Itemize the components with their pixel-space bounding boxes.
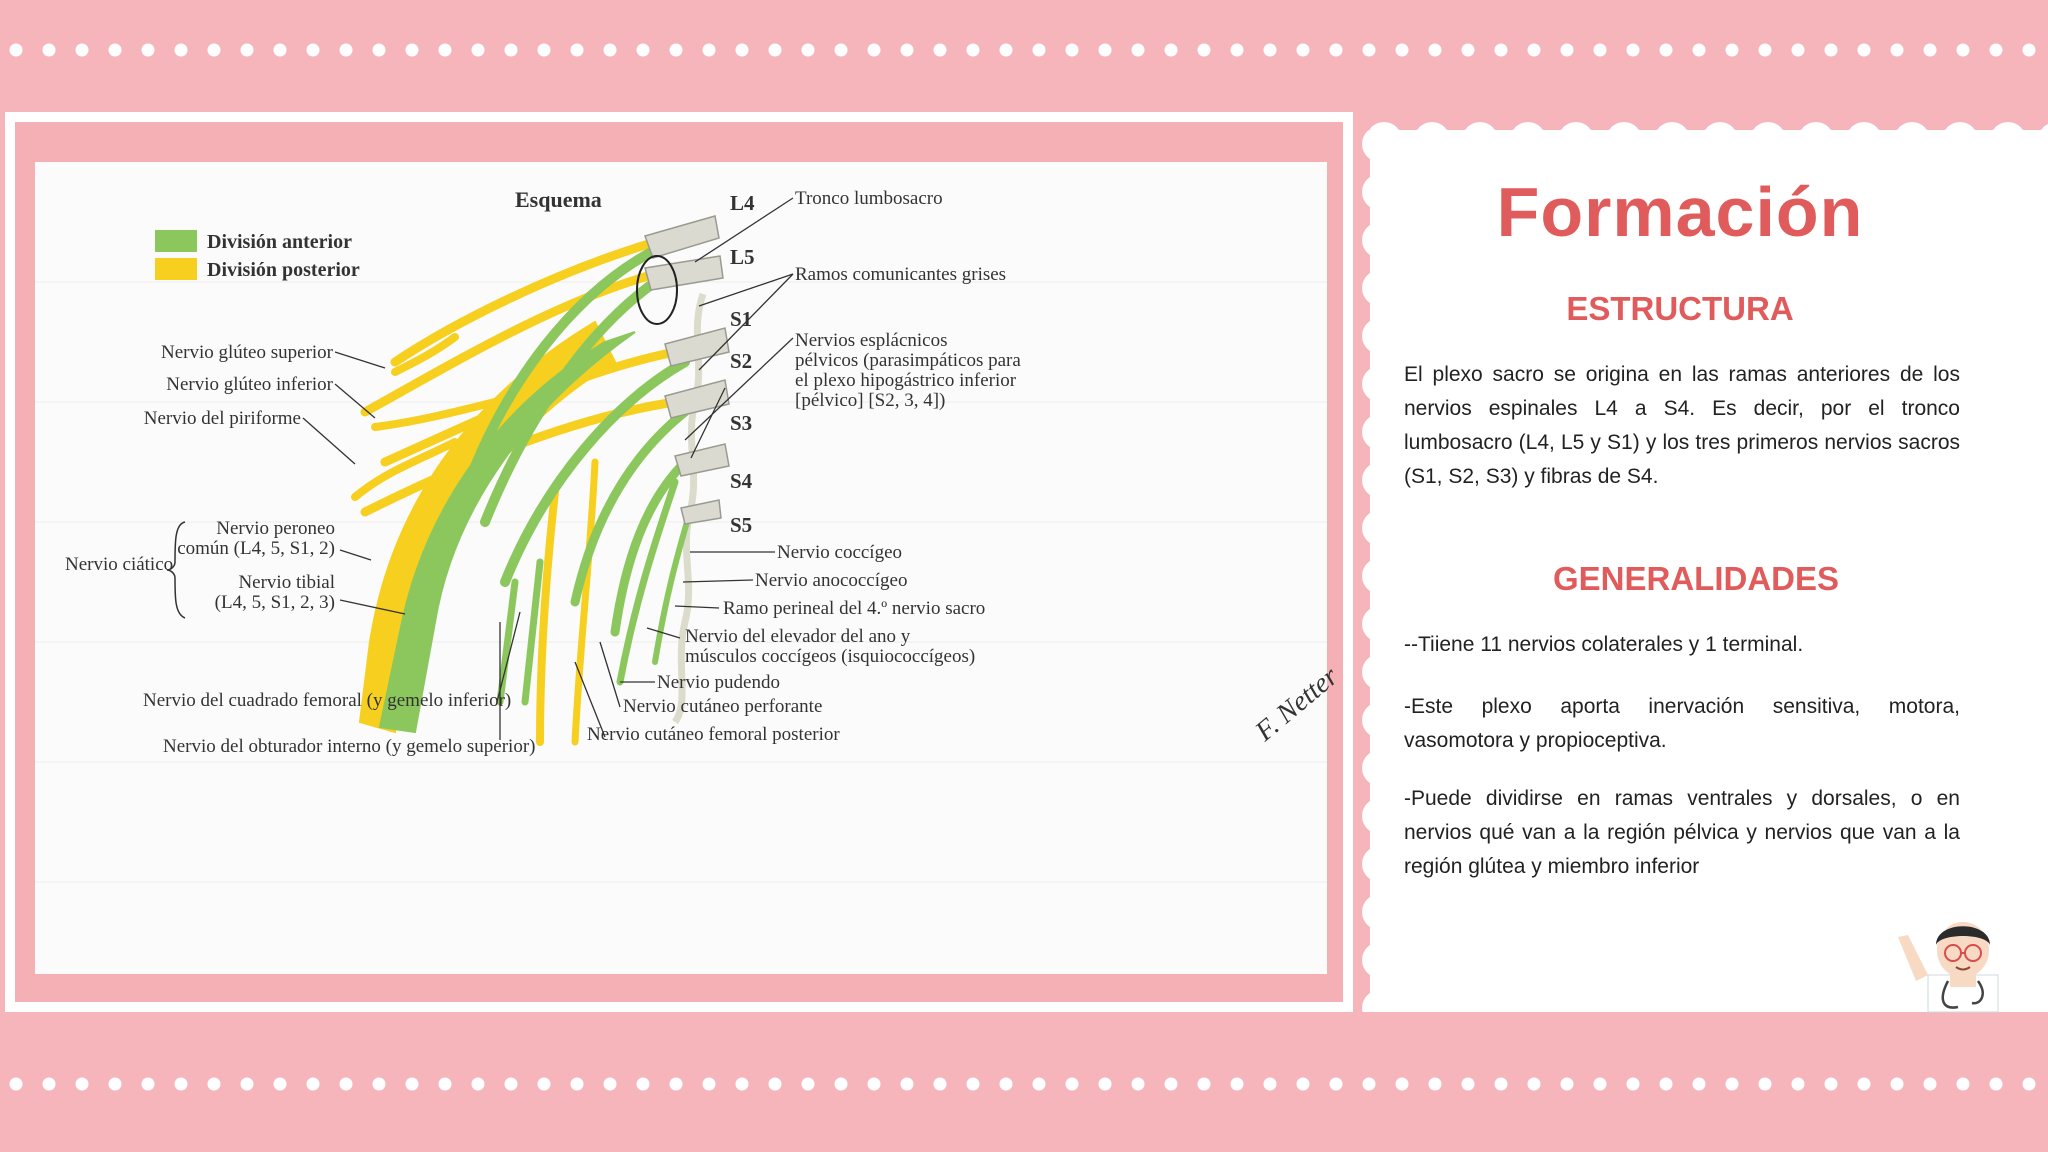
label-cuadrado-femoral: Nervio del cuadrado femoral (y gemelo inferior)	[143, 690, 512, 711]
label-elevador-2: músculos coccígeos (isquiococcígeos)	[685, 646, 976, 667]
label-tibial-2: (L4, 5, S1, 2, 3)	[214, 592, 335, 613]
root-label-s2: S2	[730, 349, 753, 373]
dot-border-top	[0, 40, 2048, 60]
label-esplacnicos-1: Nervios esplácnicos	[795, 330, 948, 351]
root-label-s3: S3	[730, 411, 753, 435]
label-elevador-1: Nervio del elevador del ano y	[685, 626, 911, 647]
label-obturador-interno: Nervio del obturador interno (y gemelo superior)	[163, 736, 536, 757]
diagram-heading: Esquema	[515, 187, 602, 212]
root-l4-stump	[645, 216, 719, 258]
dot-border-bottom	[0, 1074, 2048, 1094]
label-peroneo-1: Nervio peroneo	[216, 518, 335, 539]
label-esplacnicos-2: pélvicos (parasimpáticos para	[795, 350, 1021, 371]
legend-swatch-posterior	[155, 258, 197, 280]
diagram-frame	[5, 112, 1353, 1012]
diagram-frame-inner	[15, 122, 1343, 1002]
doctor-mascot-icon	[1868, 915, 2048, 1012]
label-coccigeo: Nervio coccígeo	[777, 542, 903, 563]
plexus-illustration	[35, 162, 1345, 974]
label-cutaneo-perforante: Nervio cutáneo perforante	[623, 696, 823, 717]
label-pudendo: Nervio pudendo	[657, 672, 780, 693]
sacral-plexus-diagram	[35, 162, 1345, 974]
root-s4-stump	[681, 500, 721, 524]
sciatic-brace	[167, 522, 185, 618]
label-gluteo-superior: Nervio glúteo superior	[160, 342, 333, 363]
label-peroneo-2: común (L4, 5, S1, 2)	[177, 538, 335, 559]
artist-signature: F. Netter	[1249, 660, 1345, 748]
list-item: -Este plexo aporta inervación sensitiva, motora, vasomotora y propioceptiva.	[1404, 695, 1960, 752]
list-item: --Tiiene 11 nervios colaterales y 1 terminal.	[1404, 633, 1804, 656]
root-label-l5: L5	[730, 245, 755, 269]
label-tronco-lumbosacro: Tronco lumbosacro	[795, 188, 943, 209]
label-piriforme: Nervio del piriforme	[143, 408, 301, 429]
text-panel	[1360, 120, 2048, 1012]
label-ciatico: Nervio ciático	[65, 554, 174, 575]
paragraph-estructura: El plexo sacro se origina en las ramas anteriores de los nervios espinales L4 a S4. Es decir, por el tronco lumbosacro (L4, L5 y S1) y los tres primeros nervios sacros (S1, S2, S3) y fibras de S4.	[1404, 363, 1960, 488]
label-tibial-1: Nervio tibial	[238, 572, 335, 593]
peroneal-branch	[540, 492, 555, 742]
label-esplacnicos-4: [pélvico] [S2, 3, 4])	[795, 390, 946, 411]
section-heading-estructura: ESTRUCTURA	[1566, 290, 1794, 327]
label-anococcigeo: Nervio anococcígeo	[755, 570, 908, 591]
label-gluteo-inferior: Nervio glúteo inferior	[166, 374, 333, 395]
section-heading-generalidades: GENERALIDADES	[1552, 560, 1840, 597]
page-title: Formación	[1496, 173, 1864, 251]
label-ramos-comunicantes: Ramos comunicantes grises	[795, 264, 1007, 285]
root-s3-stump	[675, 444, 729, 476]
root-label-s4: S4	[730, 469, 753, 493]
label-perineal: Ramo perineal del 4.º nervio sacro	[723, 598, 986, 619]
list-item: -Puede dividirse en ramas ventrales y dorsales, o en nervios qué van a la región pélvica y nervios que van a la región glútea y miembro inferior	[1404, 787, 1960, 878]
root-label-s1: S1	[730, 307, 753, 331]
legend-swatch-anterior	[155, 230, 197, 252]
label-cutaneo-femoral: Nervio cutáneo femoral posterior	[587, 724, 840, 745]
root-label-s5: S5	[730, 513, 753, 537]
label-esplacnicos-3: el plexo hipogástrico inferior	[795, 370, 1017, 391]
legend-label-posterior: División posterior	[207, 259, 360, 281]
root-l5-stump	[645, 256, 723, 290]
legend-label-anterior: División anterior	[207, 231, 352, 253]
root-label-l4: L4	[730, 191, 755, 215]
